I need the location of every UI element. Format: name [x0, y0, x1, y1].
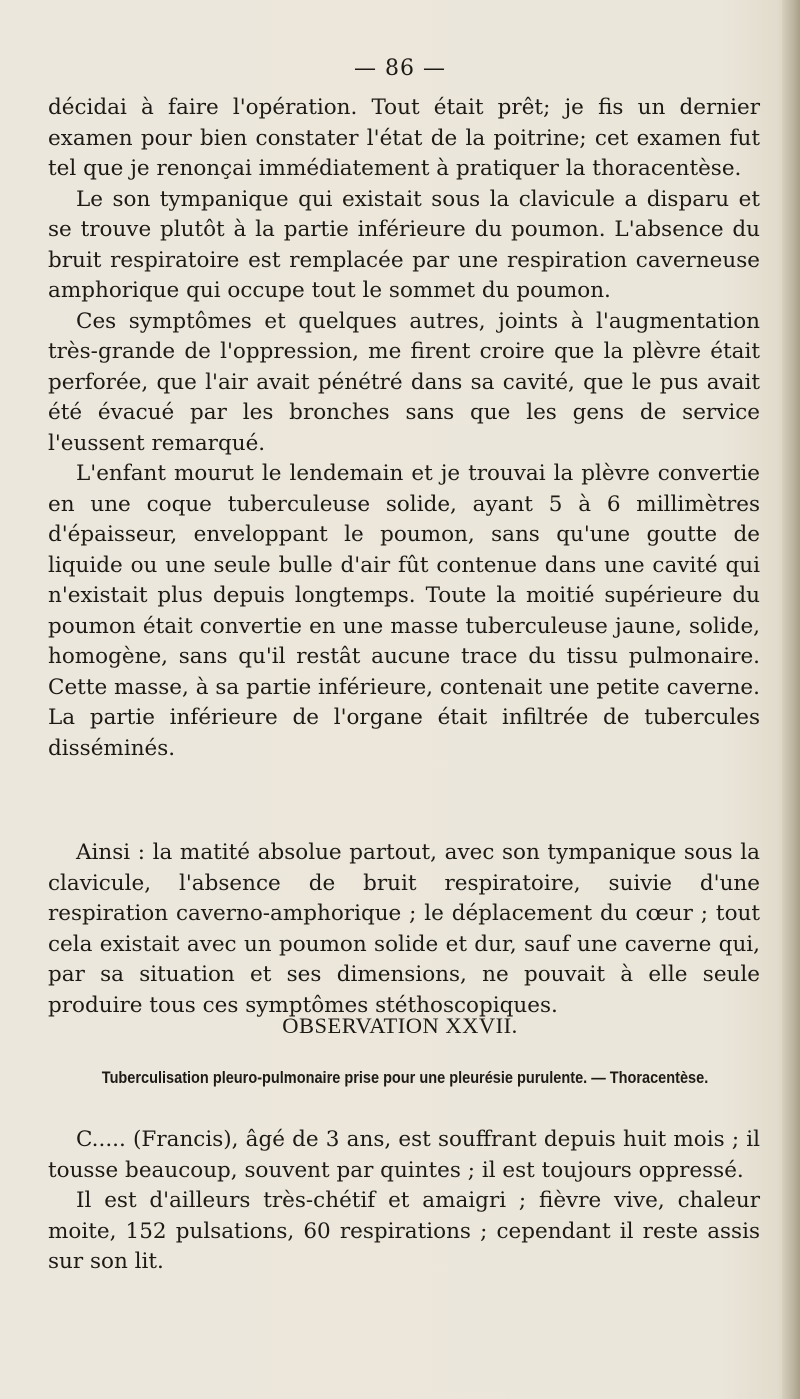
paragraph: L'enfant mourut le lendemain et je trouvai la plèvre convertie en une coque tuberculeuse solide, ayant 5 à 6 millimètres d'épaisseur, enveloppant le poumon, sans qu'une goutte de liquide ou une seule bulle d'air fût contenue dans une cavité qui n'existait plus depuis longtemps. Toute la moitié supérieure du poumon était convertie en une masse tuberculeuse jaune, solide, homogène, sans qu'il restât aucune trace du tissu pulmonaire. Cette masse, à sa partie inférieure, contenait une petite caverne. La partie inférieure de l'organe était infiltrée de tubercules disséminés. — [48, 461, 760, 761]
paragraph: C..... (Francis), âgé de 3 ans, est souffrant depuis huit mois ; il tousse beaucoup, souvent par quintes ; il est toujours oppressé. — [48, 1127, 760, 1183]
paragraph: Ces symptômes et quelques autres, joints à l'augmentation très-grande de l'oppression, me firent croire que la plèvre était perforée, que l'air avait pénétré dans sa cavité, que le pus avait été évacué par les bronches sans que les gens de service l'eussent remarqué. — [48, 308, 760, 456]
text-block-opening — [48, 93, 760, 764]
page-spine-shadow — [782, 0, 800, 1399]
observation-title: OBSERVATION XXVII. — [282, 1013, 518, 1038]
text-block-summary — [48, 838, 760, 1021]
paragraph: décidai à faire l'opération. Tout était prêt; je fis un dernier examen pour bien constater l'état de la poitrine; cet examen fut tel que je renonçai immédiatement à pratiquer la thoracentèse. — [48, 95, 760, 181]
observation-subtitle: Tuberculisation pleuro-pulmonaire prise pour une pleurésie purulente. — Thoracentèse. — [101, 1069, 709, 1087]
text-block-observation — [48, 1125, 760, 1278]
page-number: — 86 — — [354, 56, 446, 81]
summary-paragraph: Ainsi : la matité absolue partout, avec son tympanique sous la clavicule, l'absence de bruit respiratoire, suivie d'une respiration caverno-amphorique ; le déplacement du cœur ; tout cela existait avec un poumon solide et dur, sauf une caverne qui, par sa situation et ses dimensions, ne pouvait à elle seule produire tous ces symptômes stéthoscopiques. — [48, 840, 760, 1018]
paragraph: Il est d'ailleurs très-chétif et amaigri ; fièvre vive, chaleur moite, 152 pulsations, 60 respirations ; cependant il reste assis sur son lit. — [48, 1188, 760, 1274]
paragraph: Le son tympanique qui existait sous la clavicule a disparu et se trouve plutôt à la partie inférieure du poumon. L'absence du bruit respiratoire est remplacée par une respiration caverneuse amphorique qui occupe tout le sommet du poumon. — [48, 186, 760, 303]
